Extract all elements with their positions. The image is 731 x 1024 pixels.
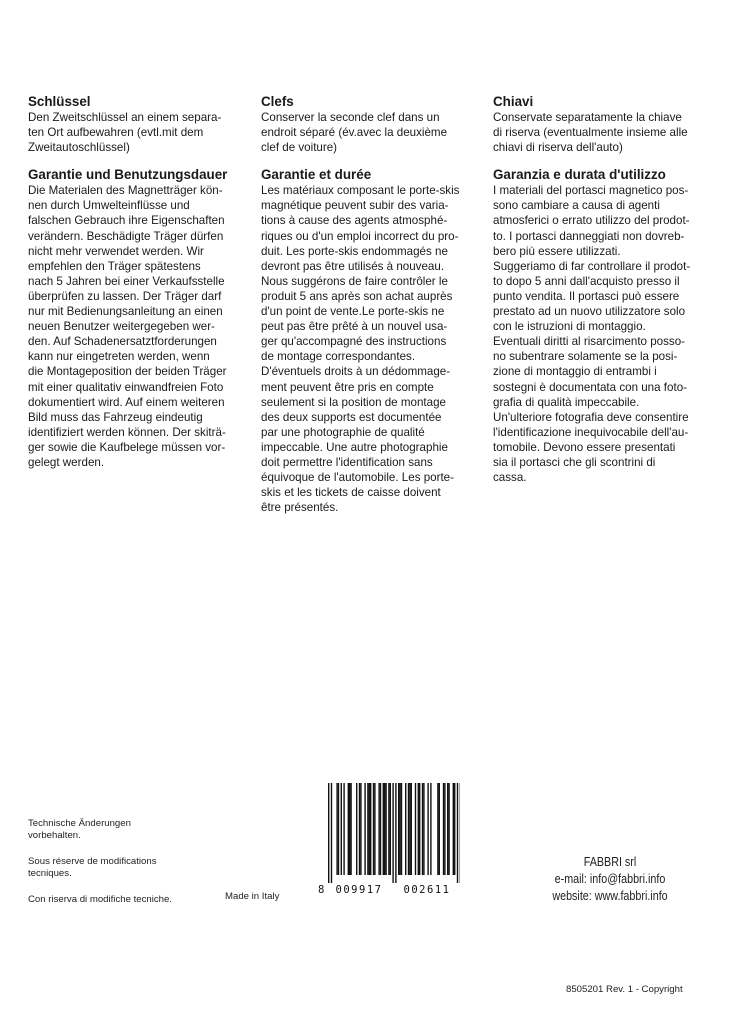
barcode-bars — [318, 783, 460, 883]
barcode-bar — [411, 783, 412, 875]
barcode-bar — [383, 783, 384, 875]
barcode-bar — [385, 783, 386, 875]
company-name: FABBRI srl — [583, 855, 637, 869]
note-french: Sous réserve de modifications tecniques. — [28, 855, 157, 880]
document-code: 8505201 Rev. 1 - Copyright — [566, 984, 683, 995]
french-keys-title: Clefs — [261, 94, 294, 109]
barcode-bar — [374, 783, 375, 875]
barcode-left-digits: 009917 — [335, 884, 383, 896]
french-warranty-text: Les matériaux composant le porte-skis magnétique peuvent subir des varia- tions à cause des agents atmosphé- riques ou d'un emploi incorrect du pro- duit. Les porte-skis endommagés ne devront pas être utilisés à nouveau. Nous suggérons de faire contrôler le produit 5 ans après son achat auprès d'un point de vente.Le porte-skis ne peut pas être prêté à un nouvel usa- ger qu'accompagné des instructions de montage correspondantes. D'éventuels droits à un dédommage- ment peuvent être pris en compte seulement si la position de montage des deux supports est documentée par une photographie de qualité impeccable. Une autre photographie doit permettre l'identification sans équivoque de l'automobile. Les porte- skis et les tickets de caisse doivent être présentés. — [261, 184, 460, 515]
italian-keys-text: Conservate separatamente la chiave di riserva (eventualmente insieme alle chiavi di riserva dell'auto) — [493, 111, 688, 155]
french-keys-text: Conserver la seconde clef dans un endroit séparé (év.avec la deuxième clef de voiture) — [261, 111, 448, 155]
french-warranty-title: Garantie et durée — [261, 167, 372, 183]
barcode-bar — [356, 783, 357, 875]
barcode-bar — [423, 783, 424, 875]
barcode-bar — [437, 783, 438, 875]
technical-notes — [28, 818, 228, 919]
barcode-bar — [367, 783, 368, 875]
barcode-bar — [415, 783, 416, 875]
barcode-bar — [349, 783, 350, 875]
barcode-bar — [331, 783, 332, 883]
italian-warranty-text: I materiali del portasci magnetico pos- sono cambiare a causa di agenti atmosferici o errato utilizzo del prodot- to. I portasci danneggiati non dovreb- bero più essere utilizzati. Suggeriamo di far controllare il prodot- to dopo 5 anni dall'acquisto presso il punto vendita. Il portasci può essere prestato ad un nuovo utilizzatore solo con le istruzioni di montaggio. Eventuali diritti al risarcimento posso- no subentrare solamente se la posi- zione di montaggio di entrambi i sostegni è documentata con una foto- grafia di qualità impeccabile. Un'ulteriore fotografia deve consentire l'identificazione inequivocabile dell'au- tomobile. Devono essere presentati sia il portasci che gli scontrini di cassa. — [493, 184, 691, 485]
barcode-bar — [359, 783, 360, 875]
barcode-bar — [454, 783, 455, 875]
note-german: Technische Änderungen vorbehalten. — [28, 818, 131, 842]
barcode-bar — [418, 783, 419, 875]
barcode-bar — [338, 783, 339, 875]
barcode-bar — [378, 783, 379, 875]
german-keys-text: Den Zweitschlüssel an einem separa- ten Ort aufbewahren (evtl.mit dem Zweitautoschlüssel) — [28, 111, 222, 155]
barcode-bar — [422, 783, 423, 875]
barcode-bar — [427, 783, 428, 875]
italian-warranty-title: Garanzia e durata d'utilizzo — [493, 167, 666, 183]
barcode-bar — [401, 783, 402, 875]
barcode-bar — [444, 783, 445, 875]
barcode-bar — [392, 783, 393, 883]
company-info — [541, 854, 679, 905]
german-warranty-title: Garantie und Benutzungsdauer — [28, 167, 228, 183]
barcode-digits — [318, 880, 460, 896]
barcode-bar — [405, 783, 406, 875]
barcode-bar — [370, 783, 371, 875]
french-column — [261, 94, 476, 515]
barcode-bar — [388, 783, 389, 875]
italian-keys-title: Chiavi — [493, 94, 534, 109]
barcode-bar — [398, 783, 399, 875]
barcode-bar — [373, 783, 374, 875]
german-column — [28, 94, 243, 470]
barcode-bar — [360, 783, 361, 875]
german-warranty-text: Die Materialen des Magnetträger kön- nen durch Umwelteinflüsse und falschen Gebrauch ihre Eigenschaften verändern. Beschädigte Träger dürfen nicht mehr verwendet werden. Wir empfehlen den Träger spätestens nach 5 Jahren bei einer Verkaufsstelle überprüfen zu lassen. Der Träger darf nur mit Bedienungsanleitung an einen neuen Benutzer weitergegeben wer- den. Auf Schadenersatztforderungen kann nur eingetreten werden, wenn die Montageposition der beiden Träger mit einer qualitativ einwandfreien Foto dokumentiert wird. Auf einem weiteren Bild muss das Fahrzeug eindeutig identifiziert werden können. Der skiträ- ger sowie die Kaufbelege müssen vor- gelegt werden. — [28, 184, 227, 469]
barcode-bar — [408, 783, 409, 875]
barcode-bar — [443, 783, 444, 875]
barcode-bar — [348, 783, 349, 875]
company-website: website: www.fabbri.info — [552, 889, 668, 903]
italian-column — [493, 94, 708, 485]
german-keys-title: Schlüssel — [28, 94, 91, 109]
barcode-bar — [336, 783, 337, 875]
company-email: e-mail: info@fabbri.info — [554, 872, 666, 886]
barcode-bar — [439, 783, 440, 875]
barcode — [318, 783, 460, 901]
barcode-bar — [419, 783, 420, 875]
barcode-bar — [457, 783, 458, 883]
barcode-bar — [395, 783, 396, 883]
note-italian: Con riserva di modifiche tecniche. — [28, 893, 172, 905]
barcode-bar — [364, 783, 365, 875]
made-in-label: Made in Italy — [225, 891, 280, 902]
barcode-bar — [350, 783, 351, 875]
barcode-bar — [430, 783, 431, 875]
barcode-bar — [380, 783, 381, 875]
barcode-bar — [328, 783, 329, 883]
barcode-bar — [448, 783, 449, 875]
barcode-bar — [409, 783, 410, 875]
barcode-bar — [341, 783, 342, 875]
barcode-bar — [453, 783, 454, 875]
barcode-first-digit: 8 — [318, 884, 325, 896]
barcode-bar — [399, 783, 400, 875]
barcode-bar — [384, 783, 385, 875]
barcode-bar — [390, 783, 391, 875]
barcode-right-digits: 002611 — [403, 884, 451, 896]
barcode-bar — [343, 783, 344, 875]
barcode-bar — [369, 783, 370, 875]
barcode-bar — [447, 783, 448, 875]
